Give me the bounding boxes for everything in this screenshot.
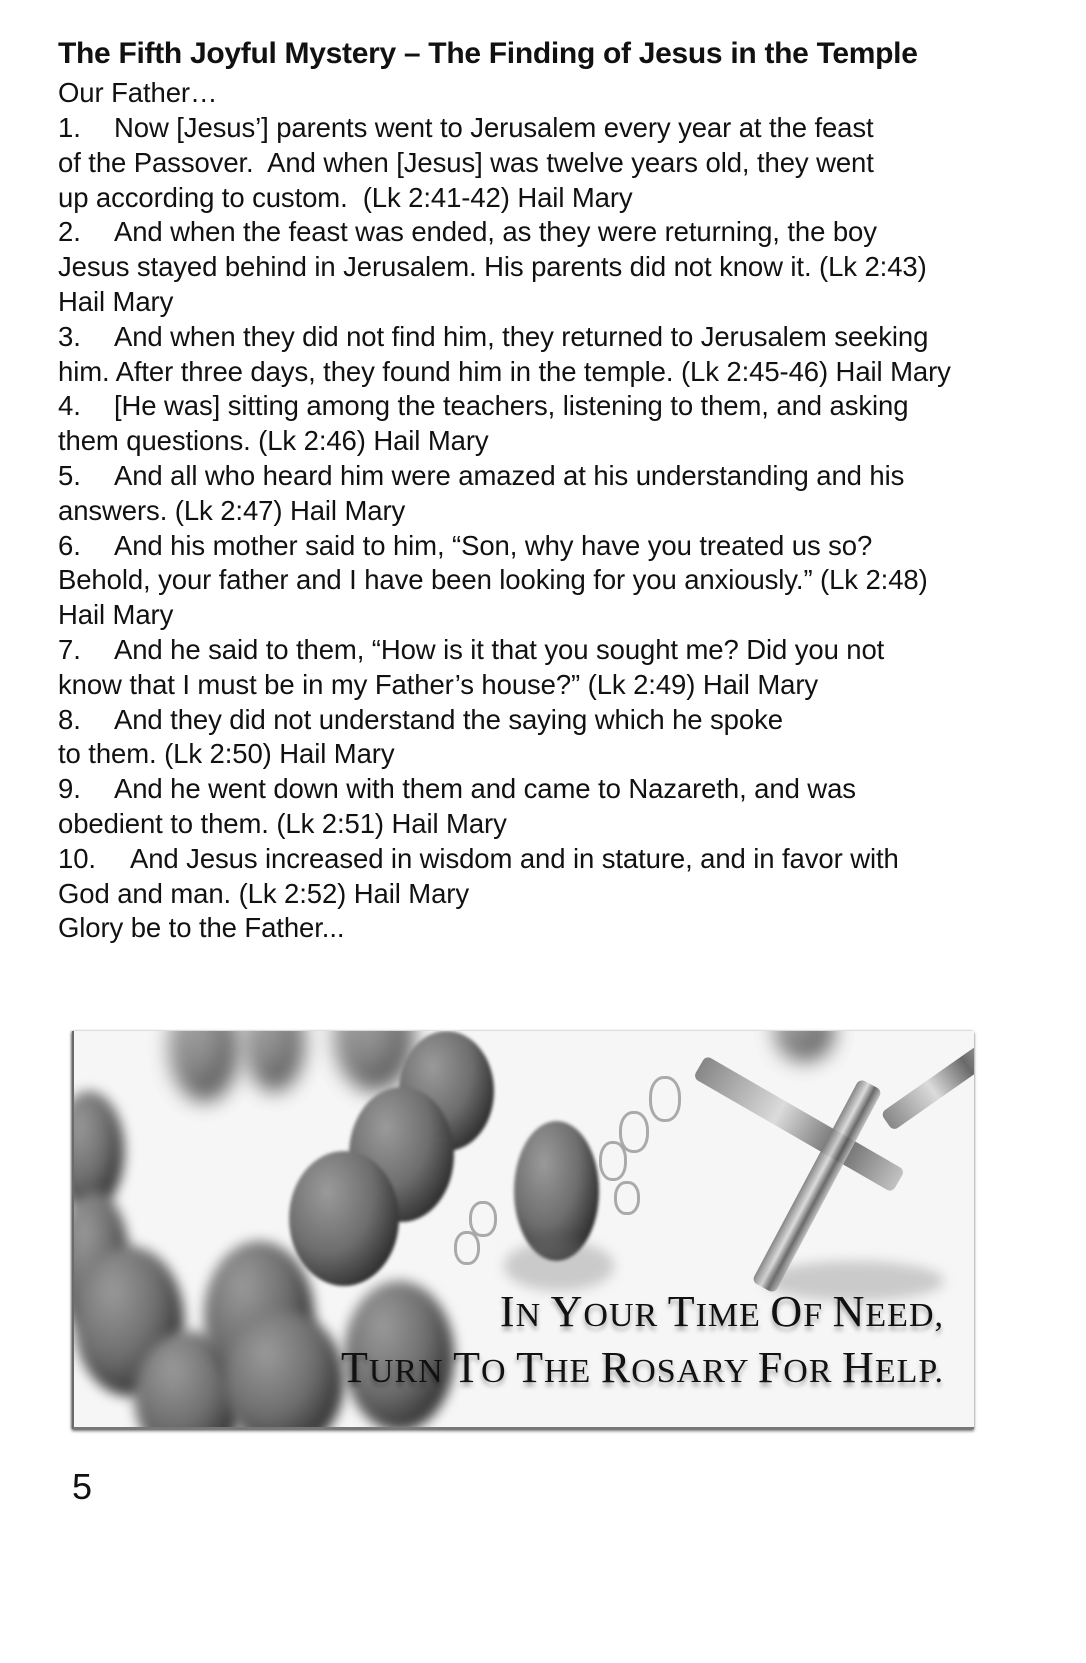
verse-number: 9. (58, 773, 81, 805)
verse-text: God and man. (Lk 2:52) Hail Mary (58, 877, 470, 909)
caption-small-caps: OR (783, 1353, 843, 1390)
scripture-verse-continuation (58, 494, 405, 528)
scripture-verse-start (58, 529, 872, 563)
verse-text: him. After three days, they found him in the temple. (Lk 2:45-46) Hail Mary (58, 355, 951, 387)
verse-text: Behold, your father and I have been looking for you anxiously.” (Lk 2:48) (58, 564, 928, 596)
verse-text: to them. (Lk 2:50) Hail Mary (58, 738, 395, 770)
verse-text: know that I must be in my Father’s house?” (Lk 2:49) Hail Mary (58, 668, 819, 700)
scripture-verse-start (58, 459, 904, 493)
caption-capital: T (453, 1343, 482, 1392)
verse-number: 4. (58, 390, 81, 422)
caption-small-caps: F (803, 1297, 833, 1334)
verse-text: And he went down with them and came to Nazareth, and was (114, 773, 856, 805)
caption-small-caps: N (515, 1297, 551, 1334)
verse-text: Jesus stayed behind in Jerusalem. His parents did not know it. (Lk 2:43) (58, 251, 927, 283)
caption-small-caps: IME (695, 1297, 771, 1334)
caption-small-caps: O (481, 1353, 517, 1390)
scripture-verse-continuation (58, 737, 394, 771)
verse-number: 3. (58, 320, 81, 352)
verse-number: 10. (58, 842, 96, 874)
caption-small-caps: EED, (865, 1297, 944, 1334)
verse-text: of the Passover. And when [Jesus] was twelve years old, they went (58, 146, 874, 178)
page-number: 5 (72, 1466, 93, 1507)
scripture-verse-start (58, 633, 884, 667)
scripture-verse-continuation (58, 877, 469, 911)
verse-text: obedient to them. (Lk 2:51) Hail Mary (58, 808, 507, 839)
caption-small-caps: HE (544, 1353, 601, 1390)
verse-number: 2. (58, 216, 81, 248)
verse-number: 1. (58, 112, 81, 143)
opening-prayer: Our Father… (58, 77, 218, 108)
scripture-verse-continuation (58, 598, 173, 632)
banner-caption-line2 (341, 1342, 944, 1393)
caption-capital: O (770, 1287, 804, 1336)
caption-capital: Y (550, 1287, 584, 1336)
scripture-verse-continuation (58, 181, 633, 215)
verse-text: up according to custom. (Lk 2:41-42) Hail Mary (58, 181, 633, 213)
scripture-verse-start (58, 215, 877, 249)
caption-capital: T (516, 1343, 544, 1392)
verse-text: And his mother said to him, “Son, why have you treated us so? (114, 529, 873, 561)
scripture-verse-start (58, 389, 908, 423)
scripture-verse-start (58, 842, 899, 876)
scripture-verse-continuation (58, 424, 489, 458)
caption-small-caps: ELP. (874, 1353, 944, 1390)
verse-text: And they did not understand the saying which he spoke (114, 703, 783, 735)
caption-small-caps: OSARY (631, 1353, 758, 1390)
verse-text: And all who heard him were amazed at his understanding and his (114, 460, 905, 491)
verse-text: And he said to them, “How is it that you sought me? Did you not (114, 634, 885, 665)
verse-number: 5. (58, 460, 81, 491)
banner-caption-line1 (500, 1286, 944, 1337)
rosary-banner-image (72, 1031, 974, 1429)
verse-number: 6. (58, 529, 81, 561)
caption-small-caps: OUR (583, 1297, 668, 1334)
verse-number: 8. (58, 703, 81, 735)
caption-small-caps: URN (368, 1353, 454, 1390)
scripture-verse-start (58, 772, 856, 806)
closing-prayer: Glory be to the Father... (58, 912, 345, 944)
verse-text: Hail Mary (58, 286, 174, 317)
caption-capital: H (842, 1343, 875, 1392)
scripture-verse-start (58, 320, 928, 354)
scripture-verse-start (58, 111, 874, 145)
verse-text: answers. (Lk 2:47) Hail Mary (58, 494, 406, 526)
verse-text: And when they did not find him, they returned to Jerusalem seeking (114, 320, 929, 352)
verse-text: And Jesus increased in wisdom and in stature, and in favor with (130, 842, 899, 874)
scripture-verse-continuation (58, 250, 927, 284)
scripture-verse-start (58, 703, 783, 737)
caption-capital: F (757, 1343, 784, 1392)
verse-text: Hail Mary (58, 599, 174, 631)
verse-text: Now [Jesus’] parents went to Jerusalem every year at the feast (114, 112, 874, 143)
scripture-verse-continuation (58, 668, 818, 702)
verse-text: [He was] sitting among the teachers, listening to them, and asking (114, 390, 909, 422)
caption-capital: N (832, 1287, 866, 1336)
caption-capital: T (667, 1287, 696, 1336)
scripture-verse-continuation (58, 563, 928, 597)
scripture-verse-continuation (58, 146, 874, 180)
scripture-verse-continuation (58, 807, 507, 841)
scripture-verse-continuation (58, 355, 951, 389)
verse-text: them questions. (Lk 2:46) Hail Mary (58, 425, 489, 457)
caption-capital: R (600, 1343, 632, 1392)
mystery-title: The Fifth Joyful Mystery – The Finding of Jesus in the Temple (58, 37, 918, 70)
scripture-verse-continuation (58, 285, 173, 319)
caption-capital: I (499, 1287, 516, 1336)
verse-text: And when the feast was ended, as they were returning, the boy (114, 216, 877, 248)
caption-capital: T (340, 1343, 369, 1392)
verse-number: 7. (58, 634, 81, 665)
